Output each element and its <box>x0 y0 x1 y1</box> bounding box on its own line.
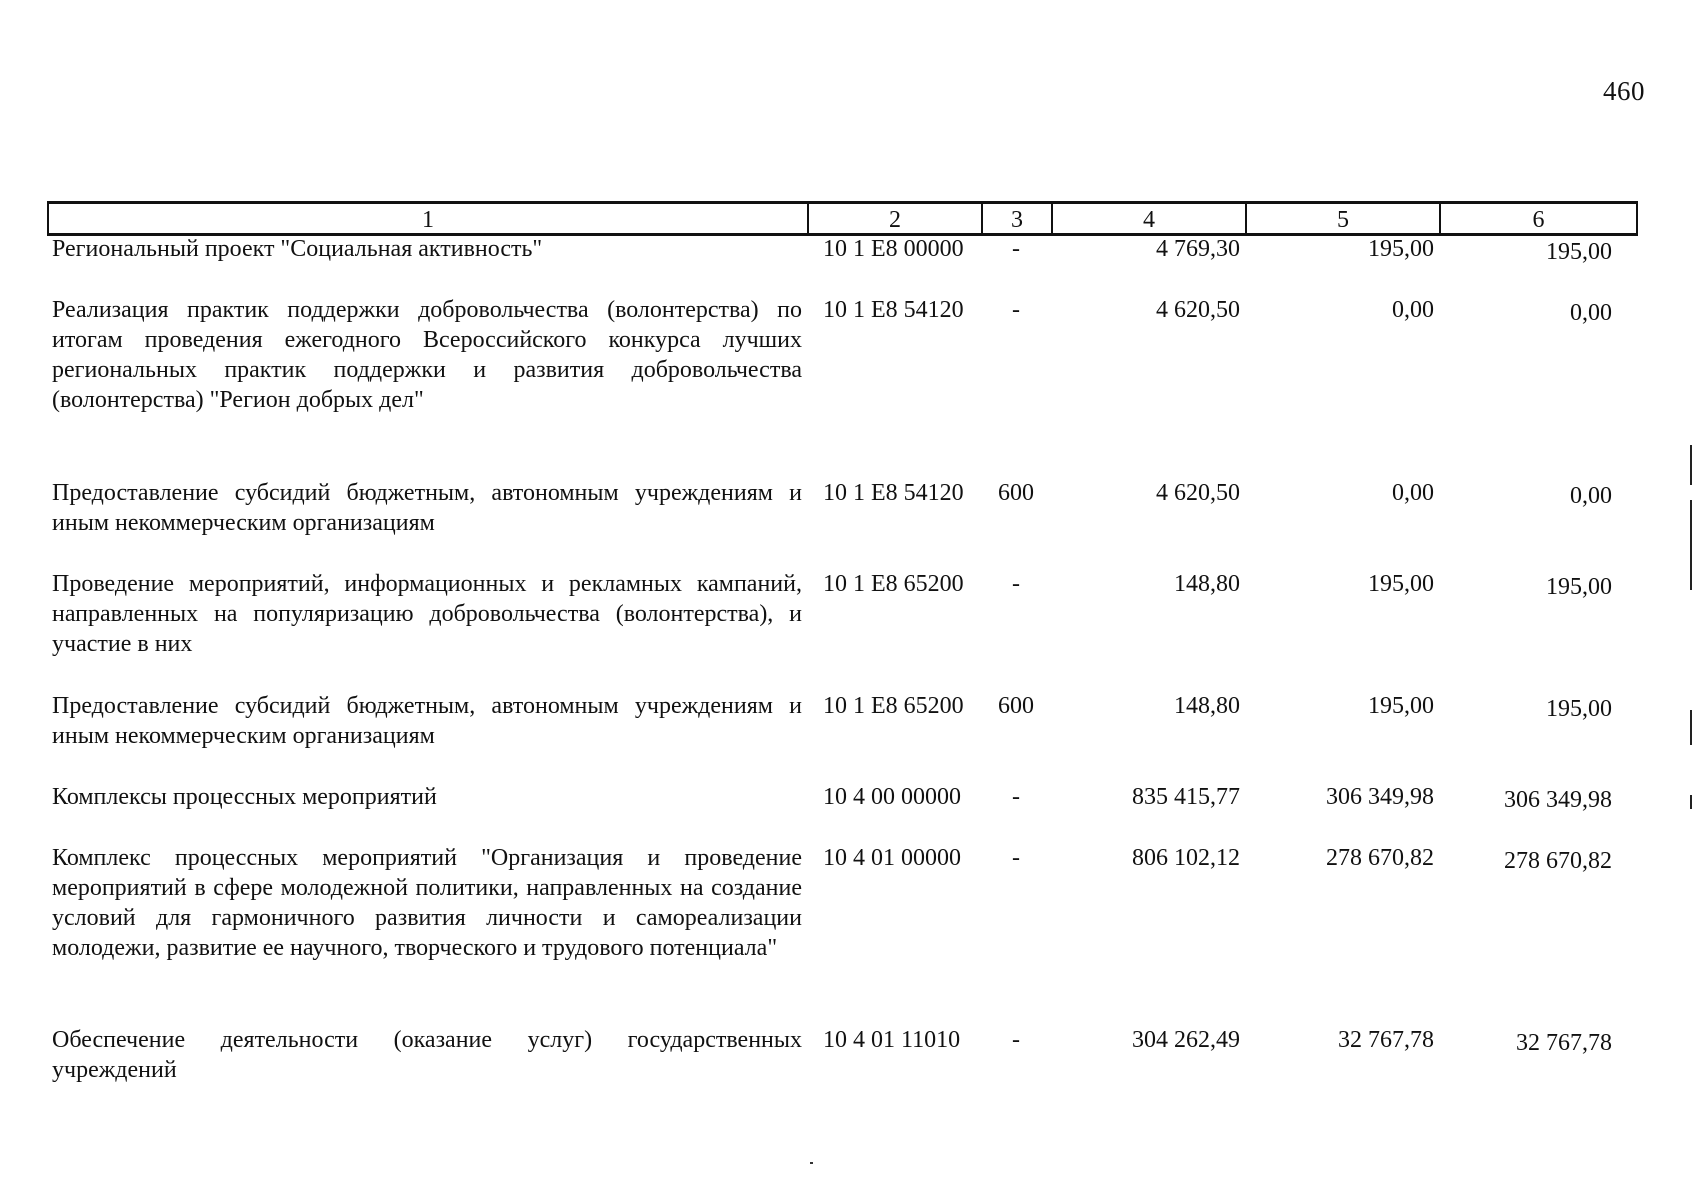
row-name: Проведение мероприятий, информационных и рекламных кампаний, направленных на популяризацию добровольчества (волонтерства), и участие в них <box>52 571 802 657</box>
row-value-5: 32 767,78 <box>1338 1027 1434 1053</box>
row-code: 10 4 00 00000 <box>823 784 961 810</box>
row-name: Обеспечение деятельности (оказание услуг) государственных учреждений <box>52 1027 802 1083</box>
scan-margin-mark <box>1690 795 1692 809</box>
page-number: 460 <box>1603 76 1645 106</box>
row-value-4: 304 262,49 <box>1132 1027 1240 1053</box>
row-code: 10 1 E8 65200 <box>823 571 964 597</box>
row-expense-type: - <box>1012 845 1020 871</box>
row-expense-type: - <box>1012 784 1020 810</box>
scan-margin-mark <box>1690 445 1692 485</box>
row-name: Предоставление субсидий бюджетным, автономным учреждениям и иным некоммерческим организациям <box>52 480 802 536</box>
scan-speck <box>810 1162 813 1164</box>
row-name: Региональный проект "Социальная активность" <box>52 236 543 262</box>
row-value-6: 195,00 <box>1546 239 1612 265</box>
row-expense-type: - <box>1012 297 1020 323</box>
row-code: 10 1 E8 00000 <box>823 236 964 262</box>
row-expense-type: - <box>1012 1027 1020 1053</box>
row-code: 10 1 E8 54120 <box>823 480 964 506</box>
row-value-4: 148,80 <box>1174 693 1240 719</box>
row-value-4: 4 769,30 <box>1156 236 1240 262</box>
row-value-6: 278 670,82 <box>1504 848 1612 874</box>
row-value-6: 195,00 <box>1546 696 1612 722</box>
row-value-4: 4 620,50 <box>1156 480 1240 506</box>
column-header-5: 5 <box>1246 203 1440 235</box>
row-code: 10 4 01 11010 <box>823 1027 961 1053</box>
row-value-4: 806 102,12 <box>1132 845 1240 871</box>
row-value-5: 306 349,98 <box>1326 784 1434 810</box>
column-header-4: 4 <box>1052 203 1246 235</box>
row-value-5: 195,00 <box>1368 571 1434 597</box>
row-value-5: 0,00 <box>1392 480 1434 506</box>
column-header-row <box>47 201 1638 236</box>
row-expense-type: 600 <box>998 480 1034 506</box>
row-value-6: 195,00 <box>1546 574 1612 600</box>
row-value-5: 278 670,82 <box>1326 845 1434 871</box>
row-value-6: 0,00 <box>1570 300 1612 326</box>
row-value-6: 306 349,98 <box>1504 787 1612 813</box>
row-expense-type: 600 <box>998 693 1034 719</box>
row-name: Предоставление субсидий бюджетным, автономным учреждениям и иным некоммерческим организациям <box>52 693 802 749</box>
column-header-6: 6 <box>1440 203 1637 235</box>
row-value-5: 195,00 <box>1368 693 1434 719</box>
row-value-5: 0,00 <box>1392 297 1434 323</box>
row-expense-type: - <box>1012 236 1020 262</box>
row-name: Комплекс процессных мероприятий "Организация и проведение мероприятий в сфере молодежной политики, направленных на создание условий для гармоничного развития личности и самореализации молодежи, развитие ее научного, творческого и трудового потенциала" <box>52 845 802 961</box>
row-value-6: 32 767,78 <box>1516 1030 1612 1056</box>
row-code: 10 1 E8 65200 <box>823 693 964 719</box>
row-value-4: 148,80 <box>1174 571 1240 597</box>
row-name: Реализация практик поддержки добровольчества (волонтерства) по итогам проведения ежегодного Всероссийского конкурса лучших региональных практик поддержки и развития добровольчества (волонтерства) "Регион добрых дел" <box>52 297 802 413</box>
row-name: Комплексы процессных мероприятий <box>52 784 437 810</box>
row-value-4: 4 620,50 <box>1156 297 1240 323</box>
row-code: 10 1 E8 54120 <box>823 297 964 323</box>
column-header-2: 2 <box>808 203 982 235</box>
row-expense-type: - <box>1012 571 1020 597</box>
column-header-3: 3 <box>982 203 1052 235</box>
row-value-5: 195,00 <box>1368 236 1434 262</box>
scan-margin-mark <box>1690 710 1692 745</box>
scan-margin-mark <box>1690 500 1692 590</box>
row-code: 10 4 01 00000 <box>823 845 961 871</box>
column-header-1: 1 <box>48 203 808 235</box>
row-value-4: 835 415,77 <box>1132 784 1240 810</box>
row-value-6: 0,00 <box>1570 483 1612 509</box>
